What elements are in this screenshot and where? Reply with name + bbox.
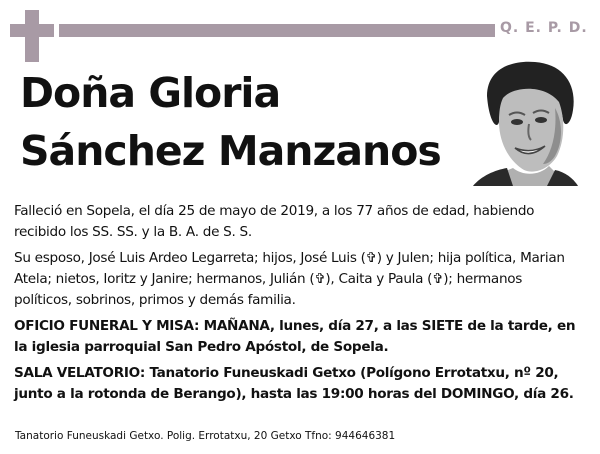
name-line-1: Doña Gloria <box>20 69 281 117</box>
deceased-name <box>20 64 460 180</box>
funeral-home-footer: Tanatorio Funeuskadi Getxo. Polig. Errotatxu, 20 Getxo Tfno: 944646381 <box>15 430 396 442</box>
cross-icon-arm <box>10 24 54 37</box>
name-line-2: Sánchez Manzanos <box>20 127 441 175</box>
portrait-photo <box>473 58 578 186</box>
funeral-info: OFICIO FUNERAL Y MISA: MAÑANA, lunes, día 27, a las SIETE de la tarde, en la iglesia parroquial San Pedro Apóstol, de Sopela. <box>14 318 576 355</box>
portrait-photo-image <box>473 58 578 186</box>
wake-room-info: SALA VELATORIO: Tanatorio Funeuskadi Getxo (Polígono Errotatxu, nº 20, junto a la rotonda de Berango), hasta las 19:00 horas del DOMINGO, día 26. <box>14 365 574 402</box>
obituary-body <box>14 201 580 410</box>
family-list: Su esposo, José Luis Ardeo Legarreta; hijos, José Luis (✞) y Julen; hija política, Marian Atela; nietos, Ioritz y Janire; hermanos, Julián (✞), Caita y Paula (✞); hermanos políticos, sobrinos, primos y demás familia. <box>14 250 565 308</box>
qepd-label: Q. E. P. D. <box>500 20 588 36</box>
death-notice: Falleció en Sopela, el día 25 de mayo de 2019, a los 77 años de edad, habiendo recibido los SS. SS. y la B. A. de S. S. <box>14 203 535 240</box>
header-rule <box>59 24 495 37</box>
